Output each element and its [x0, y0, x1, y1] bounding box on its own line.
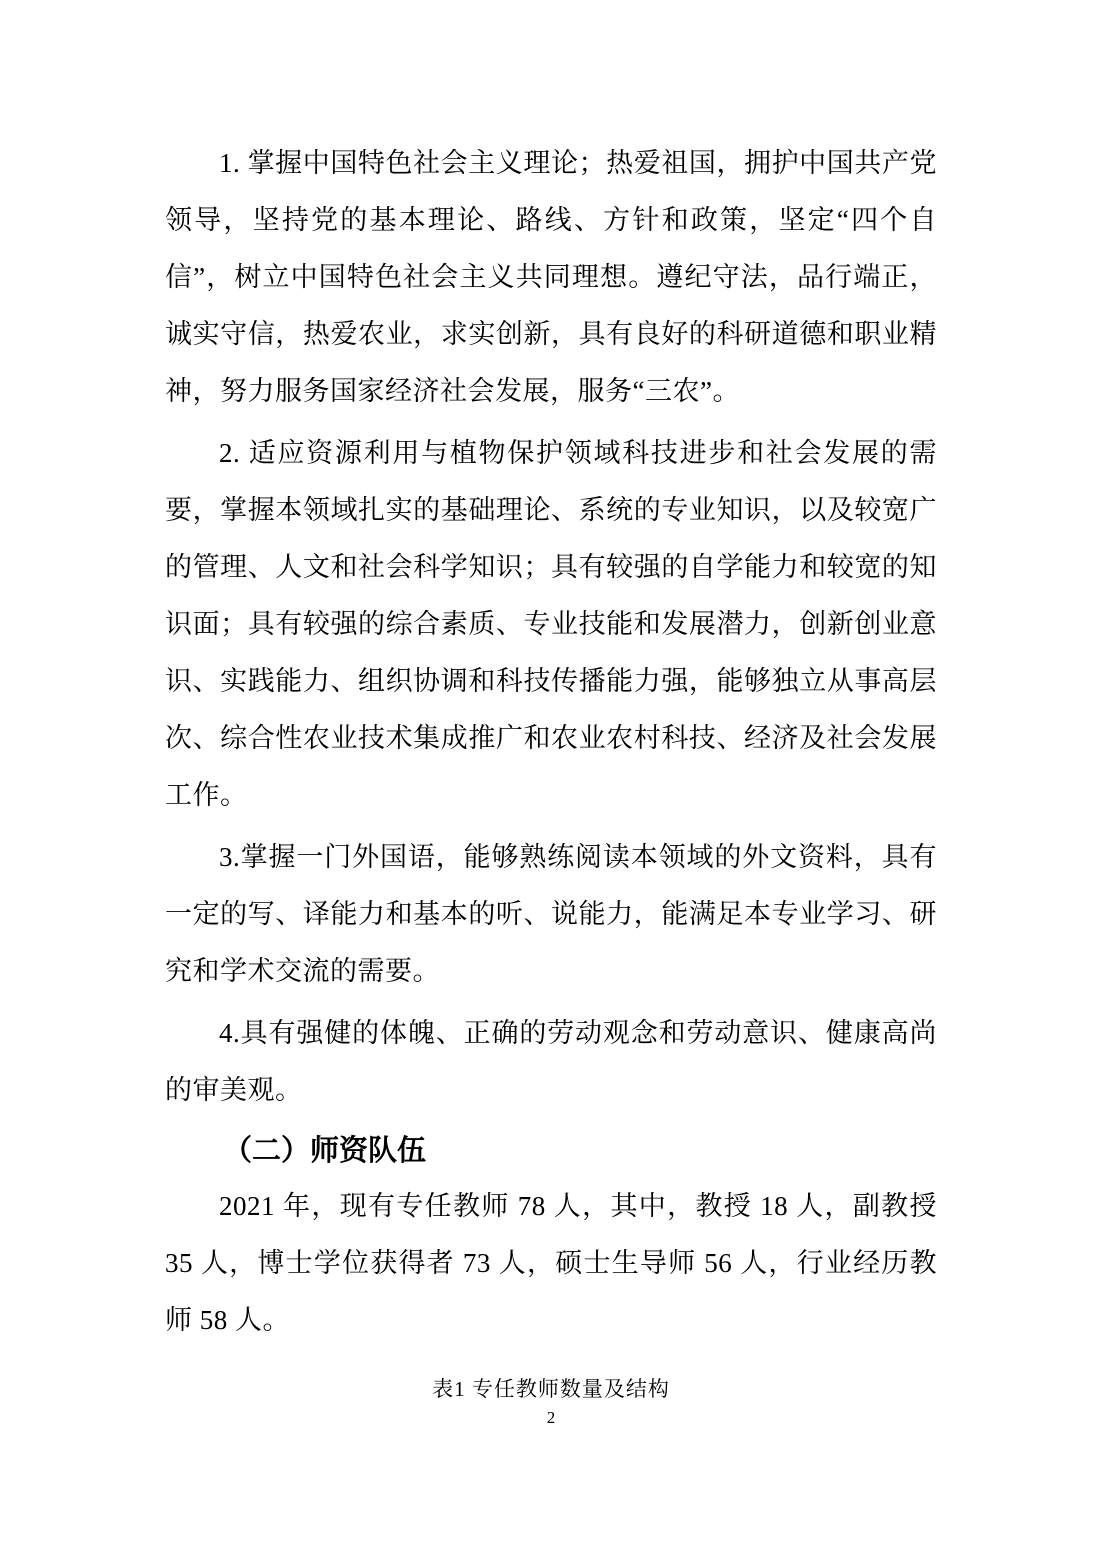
paragraph-3: 3.掌握一门外国语，能够熟练阅读本领域的外文资料，具有一定的写、译能力和基本的听、说能力，能满足本专业学习、研究和学术交流的需要。 — [165, 842, 937, 986]
faculty-paragraph: 2021 年，现有专任教师 78 人，其中，教授 18 人，副教授 35 人，博士学位获得者 73 人，硕士生导师 56 人，行业经历教师 58 人。 — [165, 1191, 937, 1335]
paragraph-1: 1. 掌握中国特色社会主义理论；热爱祖国，拥护中国共产党领导，坚持党的基本理论、路线、方针和政策，坚定“四个自信”，树立中国特色社会主义共同理想。遵纪守法，品行端正，诚实守信，热爱农业，求实创新，具有良好的科研道德和职业精神，努力服务国家经济社会发展，服务“三农”。 — [165, 148, 937, 406]
section-heading: （二）师资队伍 — [223, 1135, 427, 1167]
paragraph-4: 4.具有强健的体魄、正确的劳动观念和劳动意识、健康高尚的审美观。 — [165, 1018, 937, 1105]
page-content — [165, 135, 937, 1409]
page-number: 2 — [546, 1408, 556, 1427]
paragraph-2: 2. 适应资源利用与植物保护领域科技进步和社会发展的需要，掌握本领域扎实的基础理论、系统的专业知识，以及较宽广的管理、人文和社会科学知识；具有较强的自学能力和较宽的知识面；具有较强的综合素质、专业技能和发展潜力，创新创业意识、实践能力、组织协调和科技传播能力强，能够独立从事高层次、综合性农业技术集成推广和农业农村科技、经济及社会发展工作。 — [165, 438, 937, 810]
table-caption: 表1 专任教师数量及结构 — [432, 1377, 670, 1401]
